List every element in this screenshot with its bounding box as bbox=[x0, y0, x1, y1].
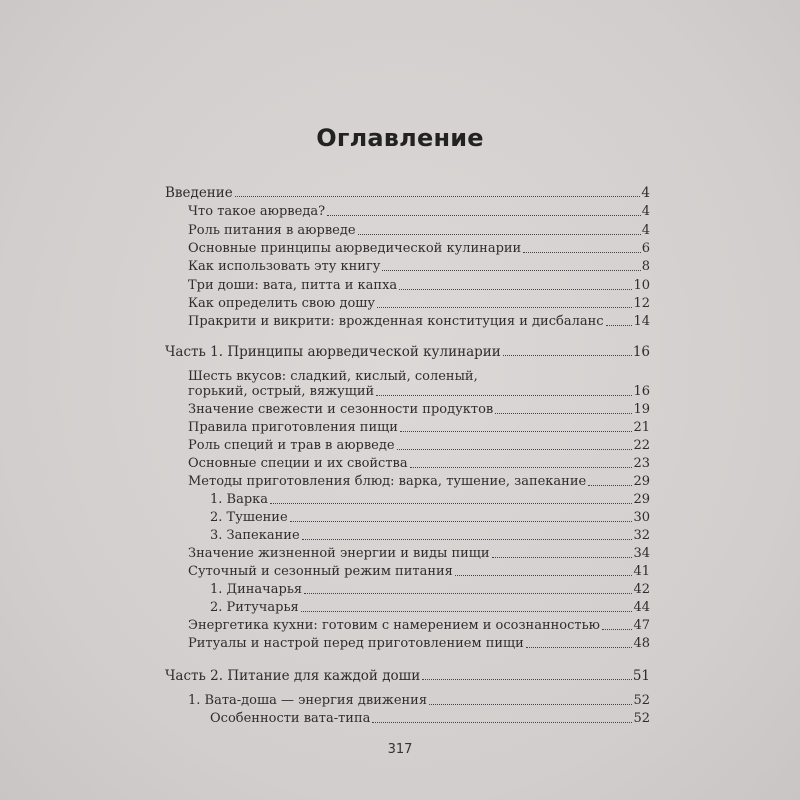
toc-entry bbox=[188, 384, 650, 400]
toc-entry bbox=[188, 636, 650, 652]
toc-entry-page: 4 bbox=[641, 204, 650, 219]
toc-entry-page: 16 bbox=[632, 344, 650, 360]
dot-leader bbox=[397, 449, 633, 450]
toc-entry-title: Шесть вкусов: сладкий, кислый, соленый, bbox=[188, 369, 478, 384]
dot-leader bbox=[492, 557, 633, 558]
dot-leader bbox=[429, 704, 632, 705]
toc-entry-page: 29 bbox=[633, 474, 650, 489]
dot-leader bbox=[327, 215, 641, 216]
toc-entry-title: 2. Ритучарья bbox=[210, 600, 299, 615]
toc-entry-title: Суточный и сезонный режим питания bbox=[188, 564, 453, 579]
toc-entry bbox=[210, 510, 650, 526]
dot-leader bbox=[302, 539, 633, 540]
toc-entry bbox=[188, 278, 650, 294]
toc-entry-page: 12 bbox=[633, 296, 650, 311]
toc-entry-title: Значение жизненной энергии и виды пищи bbox=[188, 546, 490, 561]
dot-leader bbox=[602, 629, 632, 630]
dot-leader bbox=[376, 395, 632, 396]
toc-entry-title: Пракрити и викрити: врожденная конституция и дисбаланс bbox=[188, 314, 604, 329]
dot-leader bbox=[290, 521, 633, 522]
toc-entry-title: Что такое аюрведа? bbox=[188, 204, 326, 219]
toc-entry-page: 6 bbox=[641, 241, 650, 256]
toc-entry-page: 23 bbox=[633, 456, 650, 471]
toc-entry-page: 44 bbox=[633, 600, 650, 615]
toc-entry bbox=[188, 223, 650, 239]
toc-entry-title: 1. Вата-доша — энергия движения bbox=[188, 693, 428, 708]
toc-entry-title: горький, острый, вяжущий bbox=[188, 384, 375, 399]
toc-entry bbox=[188, 204, 650, 220]
dot-leader bbox=[382, 270, 640, 271]
dot-leader bbox=[410, 467, 633, 468]
dot-leader bbox=[503, 355, 632, 356]
toc-entry bbox=[188, 564, 650, 580]
toc-entry-page: 32 bbox=[633, 528, 650, 543]
toc-entry-page: 16 bbox=[633, 384, 650, 399]
toc-entry bbox=[188, 474, 650, 490]
toc-entry-title: Как определить свою дошу bbox=[188, 296, 376, 311]
toc-entry bbox=[210, 492, 650, 508]
toc-entry bbox=[188, 420, 650, 436]
toc-entry bbox=[165, 668, 650, 684]
toc-entry-page: 41 bbox=[633, 564, 650, 579]
toc-entry-page: 34 bbox=[633, 546, 650, 561]
dot-leader bbox=[495, 413, 632, 414]
toc-entry bbox=[210, 528, 650, 544]
toc-entry-page: 52 bbox=[633, 711, 650, 726]
toc-entry-page: 30 bbox=[633, 510, 650, 525]
toc-entry-title: Правила приготовления пищи bbox=[188, 420, 398, 435]
toc-entry bbox=[210, 600, 650, 616]
toc-entry-title: Как использовать эту книгу bbox=[188, 259, 381, 274]
toc-entry-page: 4 bbox=[641, 223, 650, 238]
page-title: Оглавление bbox=[316, 124, 484, 152]
dot-leader bbox=[422, 679, 632, 680]
toc-entry bbox=[188, 296, 650, 312]
dot-leader bbox=[526, 647, 633, 648]
toc-entry-title: 1. Диначарья bbox=[210, 582, 303, 597]
toc-entry bbox=[165, 344, 650, 360]
toc-entry-title: Основные специи и их свойства bbox=[188, 456, 408, 471]
toc-entry-page: 48 bbox=[633, 636, 650, 651]
toc-entry-title: Особенности вата-типа bbox=[210, 711, 371, 726]
toc-entry bbox=[210, 582, 650, 598]
toc-entry-title: Ритуалы и настрой перед приготовлением пищи bbox=[188, 636, 524, 651]
dot-leader bbox=[304, 593, 632, 594]
toc-entry bbox=[210, 711, 650, 727]
toc-entry-page: 10 bbox=[633, 278, 650, 293]
toc-entry bbox=[188, 546, 650, 562]
dot-leader bbox=[372, 722, 632, 723]
dot-leader bbox=[400, 431, 633, 432]
toc-entry-title: Часть 1. Принципы аюрведической кулинарии bbox=[165, 344, 501, 360]
dot-leader bbox=[235, 196, 641, 197]
dot-leader bbox=[399, 289, 632, 290]
toc-entry bbox=[188, 618, 650, 634]
toc-entry bbox=[188, 438, 650, 454]
toc-entry-title: 3. Запекание bbox=[210, 528, 300, 543]
toc-entry-page: 14 bbox=[633, 314, 650, 329]
toc-entry-title: Введение bbox=[165, 185, 233, 201]
dot-leader bbox=[358, 234, 641, 235]
toc-entry bbox=[188, 370, 478, 384]
toc-entry bbox=[165, 185, 650, 201]
dot-leader bbox=[523, 252, 640, 253]
toc-entry-title: Энергетика кухни: готовим с намерением и осознанностью bbox=[188, 618, 601, 633]
page-number: 317 bbox=[387, 742, 413, 757]
toc-entry-title: 1. Варка bbox=[210, 492, 269, 507]
toc-entry-page: 4 bbox=[641, 185, 650, 201]
toc-entry-page: 8 bbox=[641, 259, 650, 274]
toc-entry-page: 51 bbox=[632, 668, 650, 684]
toc-entry-title: 2. Тушение bbox=[210, 510, 288, 525]
toc-entry bbox=[188, 693, 650, 709]
toc-entry-title: Роль питания в аюрведе bbox=[188, 223, 356, 238]
dot-leader bbox=[588, 485, 632, 486]
dot-leader bbox=[377, 307, 632, 308]
toc-entry-title: Часть 2. Питание для каждой доши bbox=[165, 668, 421, 684]
toc-entry-title: Методы приготовления блюд: варка, тушение, запекание bbox=[188, 474, 587, 489]
toc-entry-page: 29 bbox=[633, 492, 650, 507]
dot-leader bbox=[270, 503, 632, 504]
toc-entry-title: Основные принципы аюрведической кулинарии bbox=[188, 241, 522, 256]
toc-entry bbox=[188, 456, 650, 472]
toc-entry bbox=[188, 259, 650, 275]
toc-entry-page: 42 bbox=[633, 582, 650, 597]
toc-entry bbox=[188, 314, 650, 330]
toc-entry bbox=[188, 241, 650, 257]
toc-entry-title: Значение свежести и сезонности продуктов bbox=[188, 402, 494, 417]
dot-leader bbox=[301, 611, 633, 612]
toc-entry bbox=[188, 402, 650, 418]
toc-entry-page: 21 bbox=[633, 420, 650, 435]
toc-entry-page: 47 bbox=[633, 618, 650, 633]
toc-entry-title: Три доши: вата, питта и капха bbox=[188, 278, 398, 293]
toc-entry-title: Роль специй и трав в аюрведе bbox=[188, 438, 395, 453]
toc-entry-page: 22 bbox=[633, 438, 650, 453]
dot-leader bbox=[455, 575, 633, 576]
toc-entry-page: 19 bbox=[633, 402, 650, 417]
toc-entry-page: 52 bbox=[633, 693, 650, 708]
dot-leader bbox=[606, 325, 633, 326]
